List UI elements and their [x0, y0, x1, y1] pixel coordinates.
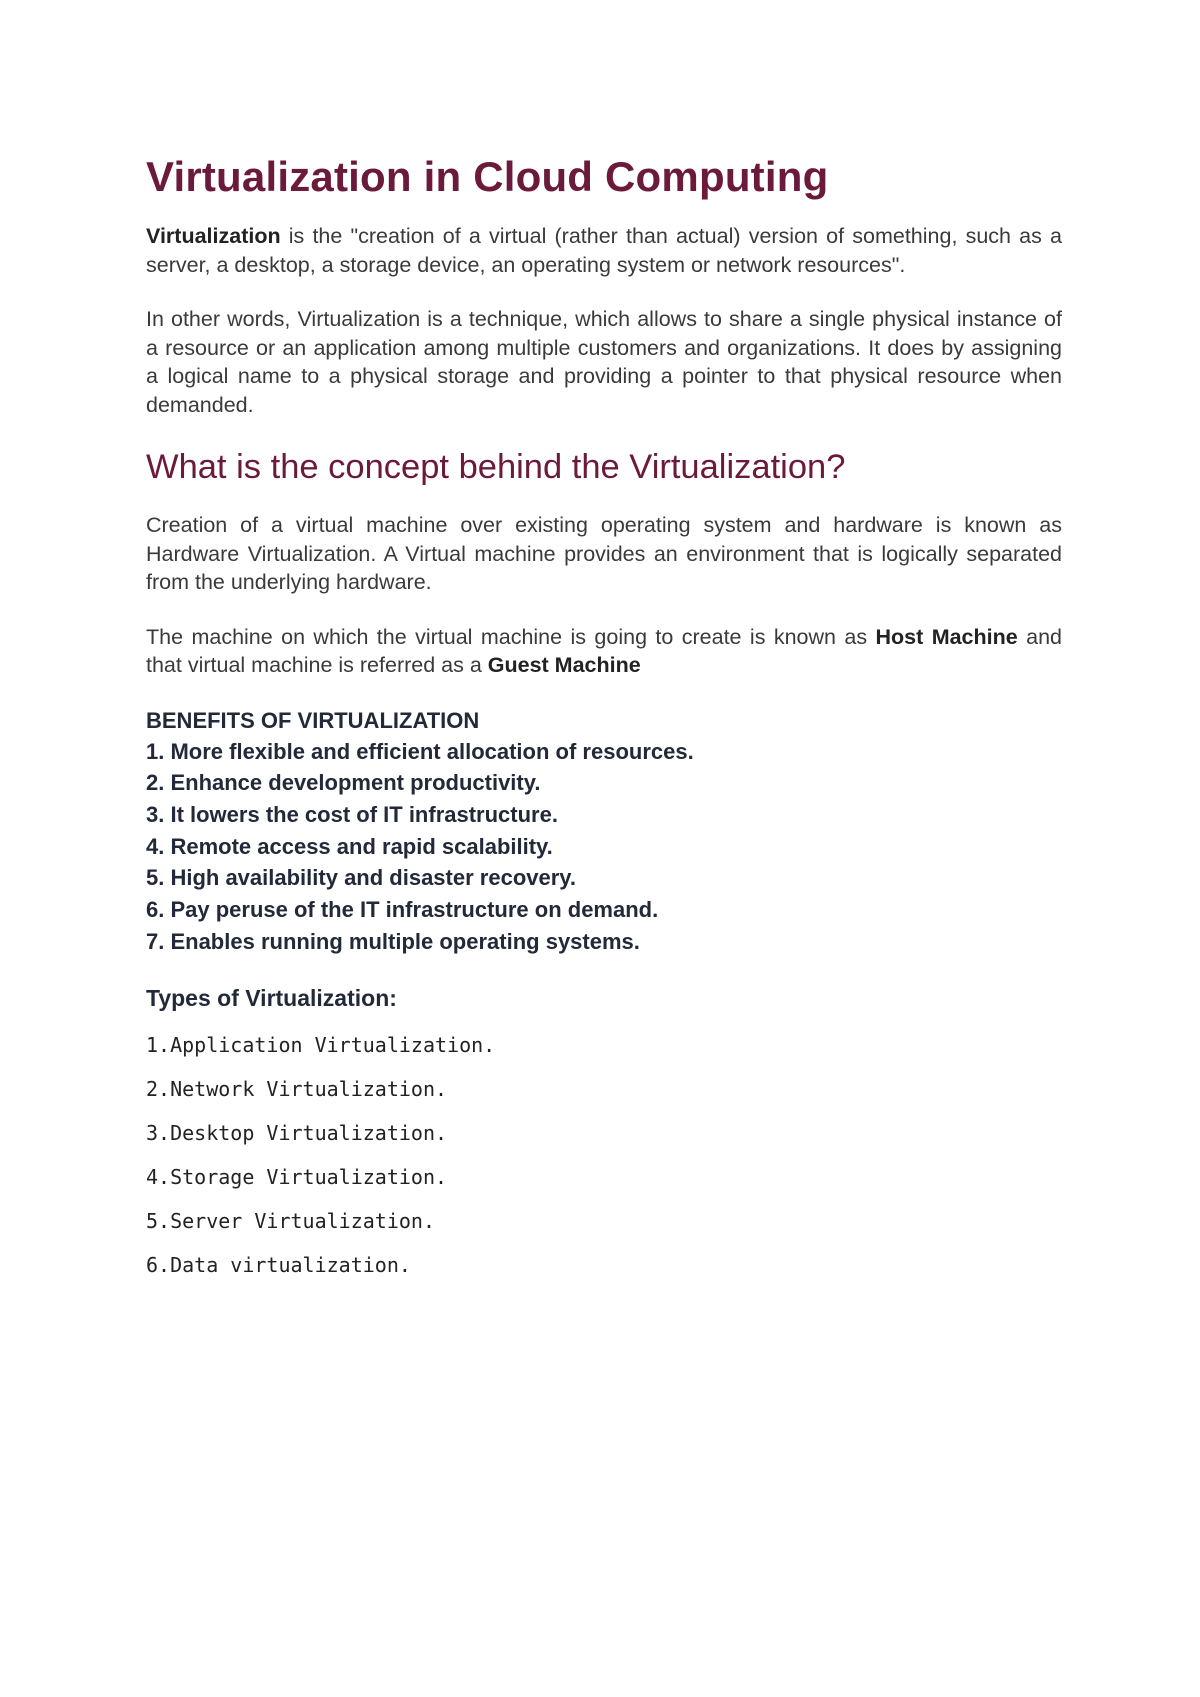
- benefit-item: 5. High availability and disaster recovery.: [146, 865, 576, 891]
- concept-paragraph: Creation of a virtual machine over existing operating system and hardware is known as Hardware Virtualization. A Virtual machine provides an environment that is logically separated from the underlying hardware.: [146, 513, 1062, 594]
- benefits-list: [146, 736, 1062, 958]
- type-item: 1.Application Virtualization.: [146, 1033, 496, 1058]
- type-item: 6.Data virtualization.: [146, 1253, 411, 1278]
- types-heading: Types of Virtualization:: [146, 985, 397, 1012]
- intro-paragraph: [146, 222, 1062, 279]
- intro-term: Virtualization: [146, 224, 281, 248]
- benefits-heading: BENEFITS OF VIRTUALIZATION: [146, 707, 480, 733]
- guest-machine-term: Guest Machine: [487, 653, 641, 677]
- type-item: 3.Desktop Virtualization.: [146, 1121, 448, 1146]
- benefit-item: 3. It lowers the cost of IT infrastructure.: [146, 801, 558, 827]
- host-machine-term: Host Machine: [875, 624, 1018, 649]
- document-title: Virtualization in Cloud Computing: [146, 153, 829, 200]
- type-item: 4.Storage Virtualization.: [146, 1165, 448, 1190]
- benefit-item: 1. More flexible and efficient allocation of resources.: [146, 738, 694, 764]
- types-list: [146, 1023, 1062, 1287]
- concept-heading: What is the concept behind the Virtualization?: [146, 448, 846, 486]
- host-guest-paragraph: [146, 623, 1062, 680]
- host-guest-text-2: and that virtual machine is referred as a: [146, 624, 1062, 677]
- document-page: [146, 150, 1062, 1287]
- benefit-item: 4. Remote access and rapid scalability.: [146, 833, 553, 859]
- type-item: 5.Server Virtualization.: [146, 1209, 435, 1234]
- benefit-item: 7. Enables running multiple operating systems.: [146, 928, 640, 954]
- intro-text: is the "creation of a virtual (rather than actual) version of something, such as a server, a desktop, a storage device, an operating system or network resources".: [146, 224, 1062, 277]
- benefit-item: 2. Enhance development productivity.: [146, 770, 541, 796]
- type-item: 2.Network Virtualization.: [146, 1077, 448, 1102]
- host-guest-text-1: The machine on which the virtual machine is going to create is known as: [146, 624, 876, 649]
- other-words-paragraph: In other words, Virtualization is a technique, which allows to share a single physical instance of a resource or an application among multiple customers and organizations. It does by assigning a logical name to a physical storage and providing a pointer to that physical resource when demanded.: [146, 307, 1062, 417]
- benefit-item: 6. Pay peruse of the IT infrastructure on demand.: [146, 897, 659, 923]
